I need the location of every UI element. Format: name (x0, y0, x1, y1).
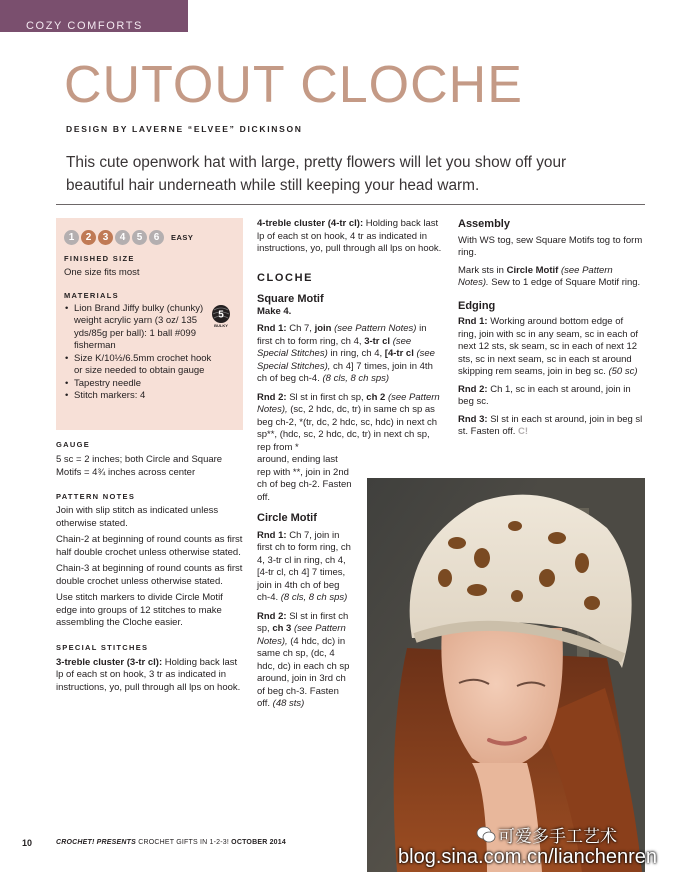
finished-size-heading: FINISHED SIZE (64, 254, 135, 263)
special-stitch-3tr (56, 657, 243, 695)
skill-level-3: 3 (98, 230, 113, 245)
assembly-step: With WS tog, sew Square Motifs tog to form ring. (458, 234, 643, 258)
materials-item: • Stitch markers: 4 (64, 390, 214, 403)
special-stitch-text: Holding back last lp of each st on hook, 3 tr as indicated in instructions, yo, pull through all lps on hook. (56, 656, 241, 693)
edging-round-1: Rnd 1: Working around bottom edge of ring, join with sc in any seam, sc in each of next 12 sts, sk seam, sc in each of next 12 sts, sc in next seam, sc in each st around skipping rem seams, join in beg sc. (50 sc) (458, 316, 639, 377)
end-mark: C! (518, 426, 529, 437)
square-motif-make: Make 4. (257, 305, 292, 317)
chat-bubble-icon (476, 826, 496, 844)
designer-byline: DESIGN BY LAVERNE “ELVEE” DICKINSON (66, 124, 303, 134)
cloche-photo (367, 478, 645, 872)
page-title: CUTOUT CLOCHE (64, 56, 523, 114)
section-tab-label: COZY COMFORTS (26, 20, 143, 32)
materials-item: • Size K/10½/6.5mm crochet hook or size needed to obtain gauge (64, 353, 214, 378)
special-stitch-text: Holding back last lp of each st on hook, 4 tr as indicated in instructions, yo, pull through all lps on hook. (257, 218, 442, 254)
assembly-heading: Assembly (458, 218, 510, 230)
circle-motif-heading: Circle Motif (257, 512, 317, 524)
watermark-url: blog.sina.com.cn/lianchenren (398, 846, 658, 868)
pattern-notes-heading: PATTERN NOTES (56, 492, 136, 501)
materials-item: • Tapestry needle (64, 378, 214, 391)
materials-list (64, 303, 214, 403)
pattern-note: Use stitch markers to divide Circle Motif edge into groups of 12 stitches to make assembling the Cloche easier. (56, 592, 223, 628)
finished-size-text: One size fits most (64, 267, 140, 278)
info-box (56, 218, 243, 430)
pattern-notes (56, 505, 243, 630)
skill-level-4: 4 (115, 230, 130, 245)
cloche-heading: CLOCHE (257, 271, 314, 284)
materials-heading: MATERIALS (64, 290, 119, 300)
yarn-weight-icon (211, 304, 231, 328)
gauge-text: 5 sc = 2 inches; both Circle and Square Motifs = 4¾ inches across center (56, 454, 223, 478)
skill-level-2: 2 (81, 230, 96, 245)
skill-level-5: 5 (132, 230, 147, 245)
footer-line: CROCHET! PRESENTS CROCHET GIFTS IN 1-2-3! OCTOBER 2014 (56, 839, 286, 846)
pattern-note: Join with slip stitch as indicated unless otherwise stated. (56, 505, 219, 529)
divider (56, 204, 645, 205)
yarn-weight-number: 5 (218, 309, 224, 321)
skill-level (64, 228, 235, 246)
gauge-heading: GAUGE (56, 440, 91, 449)
edging-round-2: Rnd 2: Ch 1, sc in each st around, join in beg sc. (458, 383, 631, 407)
assembly-step: Mark sts in Circle Motif (see Pattern Notes). Sew to 1 edge of Square Motif ring. (458, 264, 641, 288)
pattern-note: Chain-2 at beginning of round counts as first half double crochet unless otherwise stated. (56, 534, 243, 558)
column-right (458, 218, 644, 439)
section-tab (0, 0, 188, 32)
square-motif-round-1: Rnd 1: Ch 7, join (see Pattern Notes) in first ch to form ring, ch 4, 3-tr cl (see Special Stitches) in ring, ch 4, [4-tr cl (see Special Stitches), ch 4] 7 times, join in 4th ch of beg ch-4. (8 cls, 8 ch sps) (257, 323, 435, 384)
materials-item: • Lion Brand Jiffy bulky (chunky) weight acrylic yarn (3 oz/ 135 yds/85g per ball): 1 ball #099 fisherman (64, 303, 214, 353)
square-motif-round-2: Rnd 2: Sl st in first ch sp, ch 2 (see Pattern Notes), (sc, 2 hdc, dc, tr) in same ch sp as beg ch-2, *(tr, dc, 2 hdc, sc, hdc) in next ch sp**, (hdc, sc, 2 hdc, dc, tr) in next ch sp, rep from * (257, 391, 440, 453)
skill-level-1: 1 (64, 230, 79, 245)
square-motif-round-2-end: around, ending last rep with **, join in 2nd ch of beg ch-2. Fasten off. (257, 454, 352, 503)
edging-round-3: Rnd 3: Sl st in each st around, join in beg sl st. Fasten off. C! (458, 413, 643, 437)
special-stitch-term: 4-treble cluster (4-tr cl): (257, 218, 364, 229)
watermark-name: 可爱多手工艺术 (498, 827, 617, 846)
column-left (56, 440, 243, 694)
yarn-weight-label: BULKY (214, 323, 228, 328)
circle-motif-round-2: Rnd 2: Sl st in first ch sp, ch 3 (see Pattern Notes), (4 hdc, dc) in same ch sp, (dc, 4 hdc, dc) in each ch sp around, join in 3rd ch of beg ch-3. Fasten off. (48 sts) (257, 610, 350, 709)
special-stitch-4tr (257, 218, 443, 256)
skill-level-label: EASY (171, 232, 194, 242)
circle-motif-round-1: Rnd 1: Ch 7, join in first ch to form ring, ch 4, 3-tr cl in ring, ch 4, [4-tr cl, ch 4] 7 times, join in 4th ch of beg ch-4. (8 cls, 8 ch sps) (257, 529, 351, 603)
page-number: 10 (22, 838, 33, 848)
skill-level-6: 6 (149, 230, 164, 245)
special-stitch-term: 3-treble cluster (3-tr cl): (56, 656, 163, 668)
square-motif-heading: Square Motif (257, 293, 324, 305)
special-stitches-heading: SPECIAL STITCHES (56, 642, 149, 652)
pattern-note: Chain-3 at beginning of round counts as first double crochet unless otherwise stated. (56, 563, 243, 587)
intro-text: This cute openwork hat with large, pretty flowers will let you show off your beautiful hair underneath while still keeping your head warm. (66, 154, 567, 194)
edging-heading: Edging (458, 299, 496, 312)
